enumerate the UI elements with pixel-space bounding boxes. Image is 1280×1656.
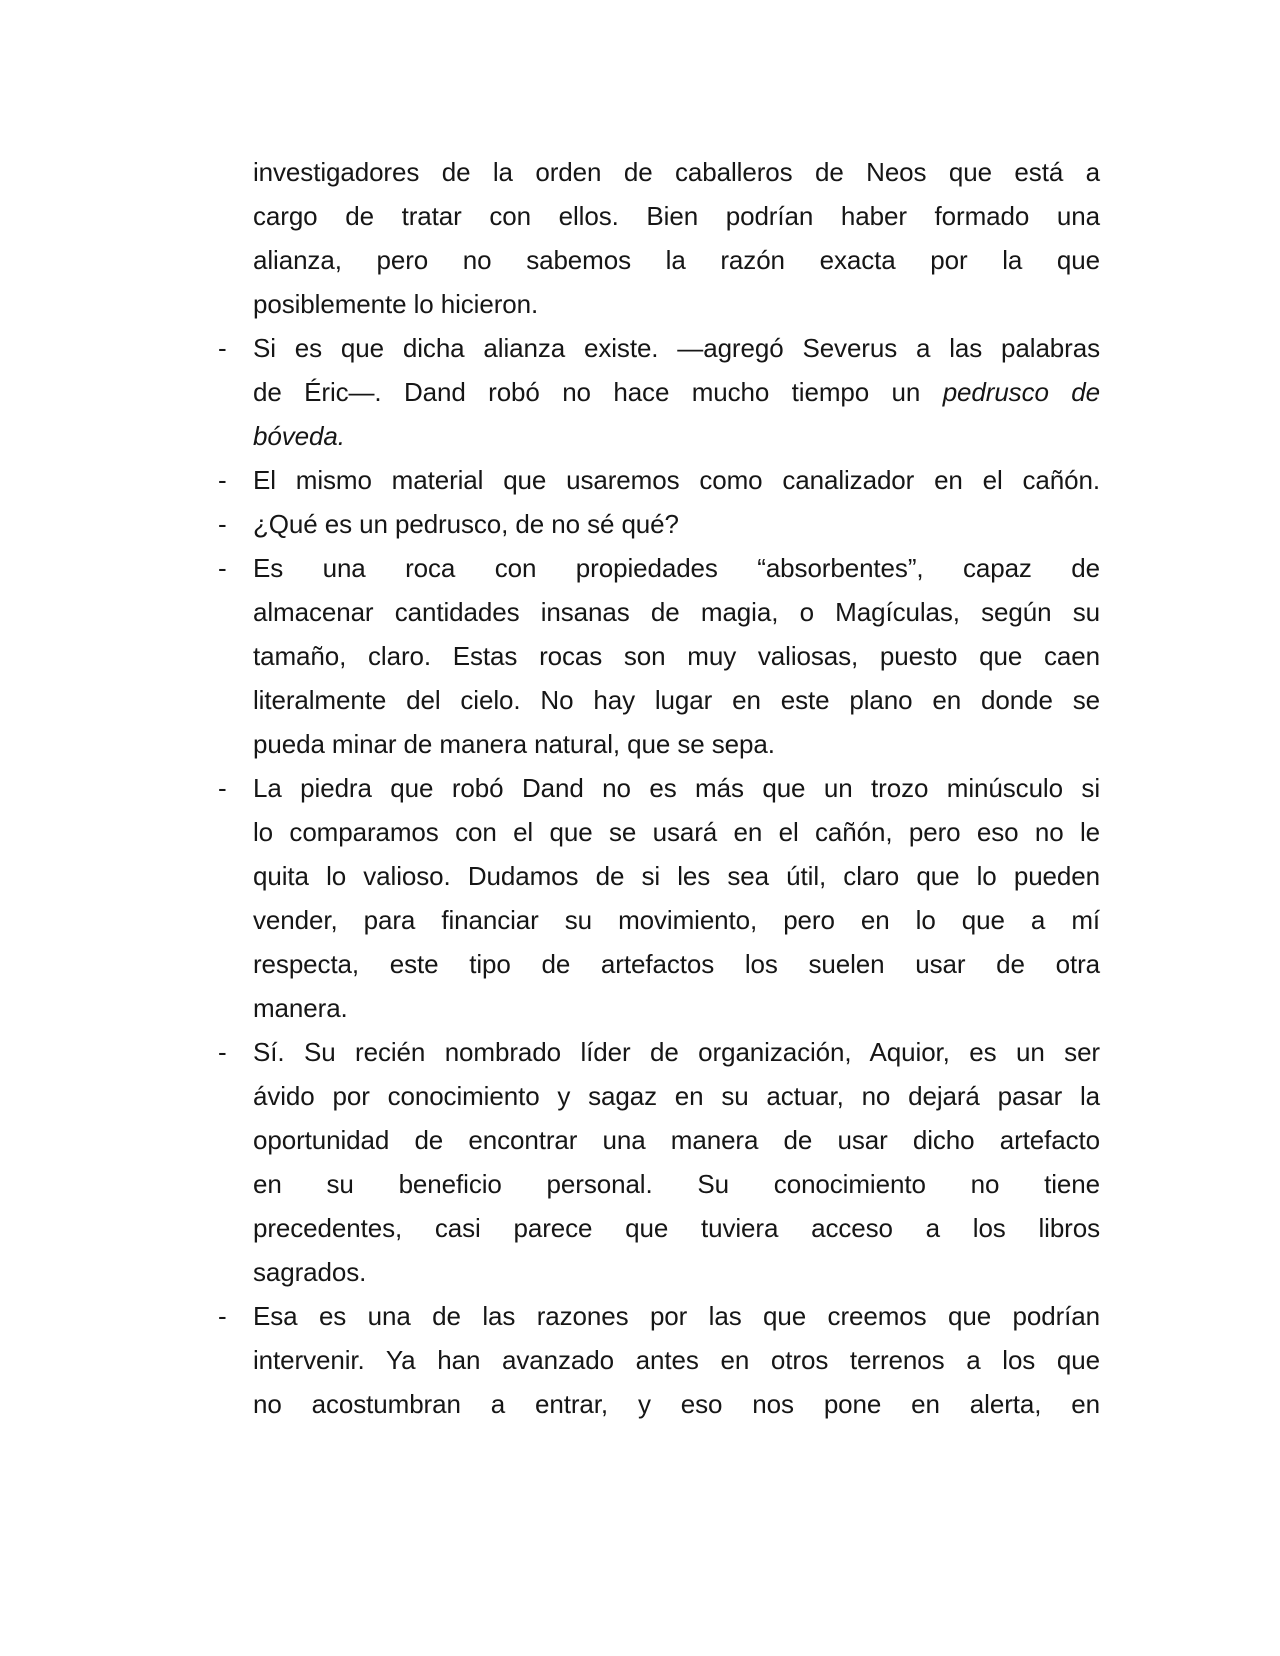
paragraph-lines (253, 546, 1100, 766)
text-segment: tamaño, claro. Estas rocas son muy valiosas, puesto que caen (253, 641, 1100, 671)
list-dash-marker: - (218, 553, 227, 583)
text-segment: Si es que dicha alianza existe. —agregó Severus a las palabras (253, 333, 1100, 363)
text-line (253, 282, 1100, 326)
text-segment: posiblemente lo hicieron. (253, 289, 539, 319)
paragraph (218, 766, 1100, 1030)
text-segment: literalmente del cielo. No hay lugar en este plano en donde se (253, 685, 1100, 715)
paragraph-lines (253, 458, 1100, 502)
list-dash-marker: - (218, 465, 227, 495)
text-line (253, 238, 1100, 282)
text-line (253, 1162, 1100, 1206)
text-line (253, 370, 1100, 414)
text-line (253, 634, 1100, 678)
paragraph (218, 458, 1100, 502)
text-segment: oportunidad de encontrar una manera de usar dicho artefacto (253, 1125, 1100, 1155)
text-line (253, 590, 1100, 634)
text-segment: ¿Qué es un pedrusco, de no sé qué? (253, 509, 679, 539)
text-line (253, 766, 1100, 810)
text-line (253, 502, 1100, 546)
text-line (253, 1382, 1100, 1426)
text-segment: vender, para financiar su movimiento, pero en lo que a mí (253, 905, 1100, 935)
text-line (253, 150, 1100, 194)
paragraph (218, 546, 1100, 766)
text-line (253, 414, 1100, 458)
list-dash-marker: - (218, 1037, 227, 1067)
text-segment: en su beneficio personal. Su conocimiento no tiene (253, 1169, 1100, 1199)
list-dash-marker: - (218, 1301, 227, 1331)
italic-text-segment: bóveda. (253, 421, 345, 451)
text-segment: La piedra que robó Dand no es más que un trozo minúsculo si (253, 773, 1100, 803)
text-line (253, 854, 1100, 898)
text-segment: lo comparamos con el que se usará en el cañón, pero eso no le (253, 817, 1100, 847)
text-line (253, 1206, 1100, 1250)
text-line (253, 194, 1100, 238)
text-segment: cargo de tratar con ellos. Bien podrían haber formado una (253, 201, 1100, 231)
paragraph (218, 502, 1100, 546)
paragraph (218, 1030, 1100, 1294)
text-line (253, 1030, 1100, 1074)
paragraph-lines (253, 1294, 1100, 1426)
text-segment: respecta, este tipo de artefactos los suelen usar de otra (253, 949, 1100, 979)
text-line (253, 1294, 1100, 1338)
text-segment: Es una roca con propiedades “absorbentes”, capaz de (253, 553, 1100, 583)
text-segment: alianza, pero no sabemos la razón exacta por la que (253, 245, 1100, 275)
paragraph (218, 150, 1100, 326)
text-line (253, 722, 1100, 766)
paragraph-lines (253, 502, 1100, 546)
text-line (253, 546, 1100, 590)
text-segment: pueda minar de manera natural, que se sepa. (253, 729, 775, 759)
text-segment: de Éric—. Dand robó no hace mucho tiempo un (253, 377, 943, 407)
paragraph-lines (253, 150, 1100, 326)
paragraph-lines (253, 766, 1100, 1030)
text-segment: Sí. Su recién nombrado líder de organización, Aquior, es un ser (253, 1037, 1100, 1067)
text-line (253, 678, 1100, 722)
text-segment: El mismo material que usaremos como canalizador en el cañón. (253, 465, 1100, 495)
text-line (253, 810, 1100, 854)
paragraph (218, 1294, 1100, 1426)
text-line (253, 942, 1100, 986)
text-segment: intervenir. Ya han avanzado antes en otros terrenos a los que (253, 1345, 1100, 1375)
italic-text-segment: pedrusco de (942, 377, 1100, 407)
text-segment: almacenar cantidades insanas de magia, o Magículas, según su (253, 597, 1100, 627)
text-block (218, 150, 1100, 1426)
text-line (253, 458, 1100, 502)
text-segment: precedentes, casi parece que tuviera acceso a los libros (253, 1213, 1100, 1243)
text-line (253, 1074, 1100, 1118)
text-segment: Esa es una de las razones por las que creemos que podrían (253, 1301, 1100, 1331)
list-dash-marker: - (218, 773, 227, 803)
text-line (253, 1118, 1100, 1162)
text-line (253, 326, 1100, 370)
list-dash-marker: - (218, 509, 227, 539)
text-segment: investigadores de la orden de caballeros de Neos que está a (253, 157, 1100, 187)
text-segment: sagrados. (253, 1257, 367, 1287)
text-segment: no acostumbran a entrar, y eso nos pone en alerta, en (253, 1389, 1100, 1419)
text-segment: manera. (253, 993, 348, 1023)
paragraph-lines (253, 1030, 1100, 1294)
list-dash-marker: - (218, 333, 227, 363)
paragraph-lines (253, 326, 1100, 458)
text-segment: quita lo valioso. Dudamos de si les sea útil, claro que lo pueden (253, 861, 1100, 891)
text-segment: ávido por conocimiento y sagaz en su actuar, no dejará pasar la (253, 1081, 1100, 1111)
text-line (253, 1250, 1100, 1294)
text-line (253, 1338, 1100, 1382)
text-line (253, 986, 1100, 1030)
paragraph (218, 326, 1100, 458)
text-line (253, 898, 1100, 942)
